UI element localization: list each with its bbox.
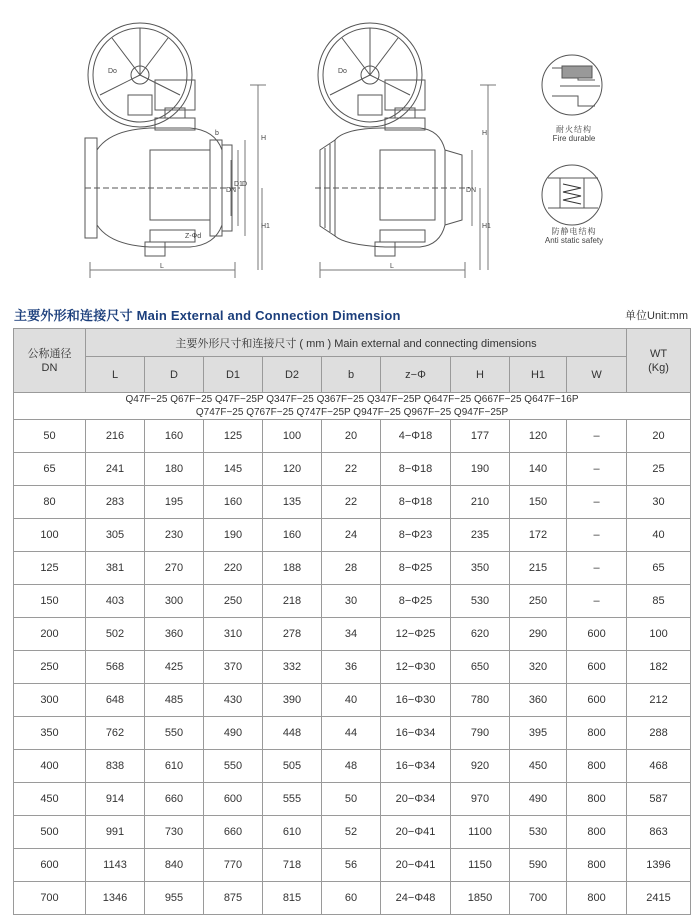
table-cell: 305 <box>86 519 145 552</box>
table-cell: 290 <box>510 618 567 651</box>
table-cell: 283 <box>86 486 145 519</box>
table-cell: 100 <box>263 420 322 453</box>
table-cell: 620 <box>451 618 510 651</box>
table-cell: 395 <box>510 717 567 750</box>
table-cell: 250 <box>204 585 263 618</box>
table-cell: 590 <box>510 849 567 882</box>
table-cell: 250 <box>14 651 86 684</box>
table-cell: 448 <box>263 717 322 750</box>
table-cell: 24−Φ48 <box>381 882 451 915</box>
dim-label-z-phi-d: Z-Φd <box>185 233 202 240</box>
table-cell: 568 <box>86 651 145 684</box>
table-cell: 403 <box>86 585 145 618</box>
column-header: z−Φ <box>381 357 451 393</box>
series-row <box>14 393 691 420</box>
table-cell: 50 <box>14 420 86 453</box>
table-cell: 381 <box>86 552 145 585</box>
table-cell: 718 <box>263 849 322 882</box>
section-header <box>14 305 694 323</box>
dim-label-H1-right: H1 <box>482 223 491 230</box>
dim-label-L: L <box>160 263 164 270</box>
table-cell: 2415 <box>627 882 691 915</box>
table-cell: 468 <box>627 750 691 783</box>
table-cell: 85 <box>627 585 691 618</box>
table-cell: 160 <box>263 519 322 552</box>
table-cell: 177 <box>451 420 510 453</box>
table-cell: 790 <box>451 717 510 750</box>
dim-label-Do: Do <box>108 68 117 75</box>
table-cell: 22 <box>322 486 381 519</box>
table-cell: 8−Φ23 <box>381 519 451 552</box>
table-cell: 60 <box>322 882 381 915</box>
table-cell: 815 <box>263 882 322 915</box>
dim-label-Do-right: Do <box>338 68 347 75</box>
valve-drawings <box>0 0 700 295</box>
table-cell: 8−Φ18 <box>381 453 451 486</box>
table-cell: 762 <box>86 717 145 750</box>
table-cell: 600 <box>567 651 627 684</box>
table-cell: 770 <box>204 849 263 882</box>
table-cell: 730 <box>145 816 204 849</box>
table-cell: 430 <box>204 684 263 717</box>
table-cell: 555 <box>263 783 322 816</box>
table-row <box>14 849 691 882</box>
table-cell: 350 <box>14 717 86 750</box>
column-header: H <box>451 357 510 393</box>
table-row <box>14 420 691 453</box>
anti-static-label-cn: 防静电结构 <box>551 227 597 236</box>
unit-label: 单位Unit:mm <box>625 310 688 322</box>
table-cell: 610 <box>263 816 322 849</box>
table-cell: 241 <box>86 453 145 486</box>
anti-static-detail <box>542 165 602 225</box>
table-row <box>14 585 691 618</box>
table-cell: 48 <box>322 750 381 783</box>
table-cell: 800 <box>567 882 627 915</box>
table-cell: 550 <box>204 750 263 783</box>
table-cell: 182 <box>627 651 691 684</box>
table-cell: 200 <box>14 618 86 651</box>
table-cell: 991 <box>86 816 145 849</box>
fire-durable-label-en: Fire durable <box>552 134 596 143</box>
table-cell: 300 <box>14 684 86 717</box>
table-cell: 600 <box>204 783 263 816</box>
table-cell: 220 <box>204 552 263 585</box>
table-cell: 30 <box>322 585 381 618</box>
table-cell: 310 <box>204 618 263 651</box>
table-cell: 188 <box>263 552 322 585</box>
table-cell: 4−Φ18 <box>381 420 451 453</box>
table-cell: 914 <box>86 783 145 816</box>
table-cell: 530 <box>510 816 567 849</box>
dimensions-right <box>320 85 496 278</box>
table-row <box>14 816 691 849</box>
table-cell: 800 <box>567 849 627 882</box>
column-header: L <box>86 357 145 393</box>
table-cell: 212 <box>627 684 691 717</box>
dim-label-b: b <box>215 130 219 137</box>
table-cell: 20 <box>627 420 691 453</box>
table-cell: 425 <box>145 651 204 684</box>
table-cell: 700 <box>14 882 86 915</box>
table-row <box>14 453 691 486</box>
table-cell: 1346 <box>86 882 145 915</box>
table-cell: 172 <box>510 519 567 552</box>
table-cell: 863 <box>627 816 691 849</box>
table-cell: 120 <box>510 420 567 453</box>
header-dn: 公称通径 DN <box>14 329 86 393</box>
table-cell: 125 <box>14 552 86 585</box>
table-row <box>14 552 691 585</box>
table-cell: 1100 <box>451 816 510 849</box>
table-cell: 36 <box>322 651 381 684</box>
column-header: D2 <box>263 357 322 393</box>
table-cell: 20−Φ41 <box>381 816 451 849</box>
table-cell: 500 <box>14 816 86 849</box>
table-cell: 210 <box>451 486 510 519</box>
table-cell: 216 <box>86 420 145 453</box>
model-series-line-1: Q47F−25 Q67F−25 Q47F−25P Q347F−25 Q367F−25 Q347F−25P Q647F−25 Q667F−25 Q647F−16P <box>125 394 579 405</box>
table-cell: 150 <box>14 585 86 618</box>
table-cell: 230 <box>145 519 204 552</box>
table-cell: 16−Φ34 <box>381 717 451 750</box>
table-cell: 660 <box>145 783 204 816</box>
dim-label-DN-right: DN <box>466 187 477 194</box>
table-cell: 100 <box>627 618 691 651</box>
table-cell: 218 <box>263 585 322 618</box>
column-header-row <box>14 357 691 393</box>
table-cell: 52 <box>322 816 381 849</box>
table-cell: 600 <box>14 849 86 882</box>
table-cell: 190 <box>451 453 510 486</box>
table-cell: 288 <box>627 717 691 750</box>
table-cell: 40 <box>322 684 381 717</box>
dim-label-D: D <box>242 181 248 188</box>
table-cell: 700 <box>510 882 567 915</box>
table-cell: 485 <box>145 684 204 717</box>
table-cell: 16−Φ34 <box>381 750 451 783</box>
table-cell: 150 <box>510 486 567 519</box>
table-cell: 180 <box>145 453 204 486</box>
table-cell: 100 <box>14 519 86 552</box>
table-cell: – <box>567 486 627 519</box>
table-cell: 502 <box>86 618 145 651</box>
table-cell: – <box>567 453 627 486</box>
model-series-cell <box>14 393 691 420</box>
table-cell: 390 <box>263 684 322 717</box>
table-cell: 120 <box>263 453 322 486</box>
table-cell: 8−Φ25 <box>381 552 451 585</box>
table-cell: 838 <box>86 750 145 783</box>
table-cell: 600 <box>567 618 627 651</box>
table-cell: 190 <box>204 519 263 552</box>
table-row <box>14 717 691 750</box>
table-cell: 24 <box>322 519 381 552</box>
dim-label-H: H <box>261 135 267 142</box>
table-cell: 800 <box>567 750 627 783</box>
table-cell: 50 <box>322 783 381 816</box>
model-series-line-2: Q747F−25 Q767F−25 Q747F−25P Q947F−25 Q967F−25 Q947F−25P <box>195 407 509 418</box>
table-cell: 215 <box>510 552 567 585</box>
dim-label-D1: D1 <box>234 181 243 188</box>
table-cell: 300 <box>145 585 204 618</box>
section-title: 主要外形和连接尺寸 Main External and Connection Dimension <box>14 308 401 323</box>
table-cell: 970 <box>451 783 510 816</box>
table-cell: 12−Φ30 <box>381 651 451 684</box>
table-row <box>14 519 691 552</box>
column-header: W <box>567 357 627 393</box>
table-cell: 16−Φ30 <box>381 684 451 717</box>
table-cell: 1150 <box>451 849 510 882</box>
table-cell: 56 <box>322 849 381 882</box>
dimension-table <box>13 328 691 915</box>
table-cell: – <box>567 420 627 453</box>
table-cell: 800 <box>567 816 627 849</box>
table-row <box>14 618 691 651</box>
table-cell: 610 <box>145 750 204 783</box>
dim-label-L-right: L <box>390 263 394 270</box>
table-cell: 800 <box>567 783 627 816</box>
column-header: D <box>145 357 204 393</box>
table-cell: 400 <box>14 750 86 783</box>
header-dimensions-group: 主要外形尺寸和连接尺寸 ( mm ) Main external and connecting dimensions <box>86 329 627 357</box>
table-row <box>14 783 691 816</box>
table-cell: 332 <box>263 651 322 684</box>
table-cell: 12−Φ25 <box>381 618 451 651</box>
fire-durable-detail <box>542 55 602 115</box>
table-cell: – <box>567 519 627 552</box>
table-cell: 780 <box>451 684 510 717</box>
table-cell: 530 <box>451 585 510 618</box>
table-cell: 25 <box>627 453 691 486</box>
anti-static-label-en: Anti static safety <box>544 236 604 245</box>
handwheel-right <box>318 23 425 127</box>
header-wt: WT (Kg) <box>627 329 691 393</box>
table-cell: 920 <box>451 750 510 783</box>
table-cell: 34 <box>322 618 381 651</box>
table-row <box>14 684 691 717</box>
table-cell: 370 <box>204 651 263 684</box>
table-cell: 8−Φ18 <box>381 486 451 519</box>
table-cell: 140 <box>510 453 567 486</box>
table-cell: 648 <box>86 684 145 717</box>
table-cell: 1143 <box>86 849 145 882</box>
table-cell: 250 <box>510 585 567 618</box>
table-cell: 235 <box>451 519 510 552</box>
table-cell: 360 <box>510 684 567 717</box>
table-cell: 20 <box>322 420 381 453</box>
table-cell: 65 <box>14 453 86 486</box>
table-cell: 28 <box>322 552 381 585</box>
table-cell: 195 <box>145 486 204 519</box>
table-cell: 320 <box>510 651 567 684</box>
table-cell: 80 <box>14 486 86 519</box>
table-cell: – <box>567 552 627 585</box>
table-cell: 20−Φ34 <box>381 783 451 816</box>
table-cell: 650 <box>451 651 510 684</box>
fire-durable-label-cn: 耐火结构 <box>556 125 592 134</box>
table-cell: 278 <box>263 618 322 651</box>
dim-label-H-right: H <box>482 130 488 137</box>
table-cell: 550 <box>145 717 204 750</box>
table-cell: 20−Φ41 <box>381 849 451 882</box>
column-header: D1 <box>204 357 263 393</box>
table-row <box>14 486 691 519</box>
valve-body-right <box>315 108 470 256</box>
table-cell: 490 <box>510 783 567 816</box>
table-cell: 875 <box>204 882 263 915</box>
table-cell: 40 <box>627 519 691 552</box>
table-cell: 350 <box>451 552 510 585</box>
table-cell: 600 <box>567 684 627 717</box>
table-cell: 270 <box>145 552 204 585</box>
table-cell: 955 <box>145 882 204 915</box>
table-cell: 505 <box>263 750 322 783</box>
handwheel-left <box>88 23 195 127</box>
column-header: H1 <box>510 357 567 393</box>
dim-label-DN: DN <box>226 187 237 194</box>
table-cell: 1396 <box>627 849 691 882</box>
table-cell: 44 <box>322 717 381 750</box>
table-cell: 22 <box>322 453 381 486</box>
table-cell: 1850 <box>451 882 510 915</box>
table-cell: 160 <box>204 486 263 519</box>
table-cell: 145 <box>204 453 263 486</box>
table-cell: 800 <box>567 717 627 750</box>
table-cell: 8−Φ25 <box>381 585 451 618</box>
table-cell: 450 <box>14 783 86 816</box>
table-row <box>14 651 691 684</box>
table-cell: 840 <box>145 849 204 882</box>
table-cell: 360 <box>145 618 204 651</box>
table-cell: 65 <box>627 552 691 585</box>
dim-label-H1: H1 <box>261 223 270 230</box>
table-cell: 490 <box>204 717 263 750</box>
column-header: b <box>322 357 381 393</box>
table-cell: 660 <box>204 816 263 849</box>
table-row <box>14 882 691 915</box>
table-cell: 135 <box>263 486 322 519</box>
table-cell: – <box>567 585 627 618</box>
table-cell: 587 <box>627 783 691 816</box>
table-cell: 125 <box>204 420 263 453</box>
table-row <box>14 750 691 783</box>
table-cell: 450 <box>510 750 567 783</box>
table-cell: 160 <box>145 420 204 453</box>
table-cell: 30 <box>627 486 691 519</box>
